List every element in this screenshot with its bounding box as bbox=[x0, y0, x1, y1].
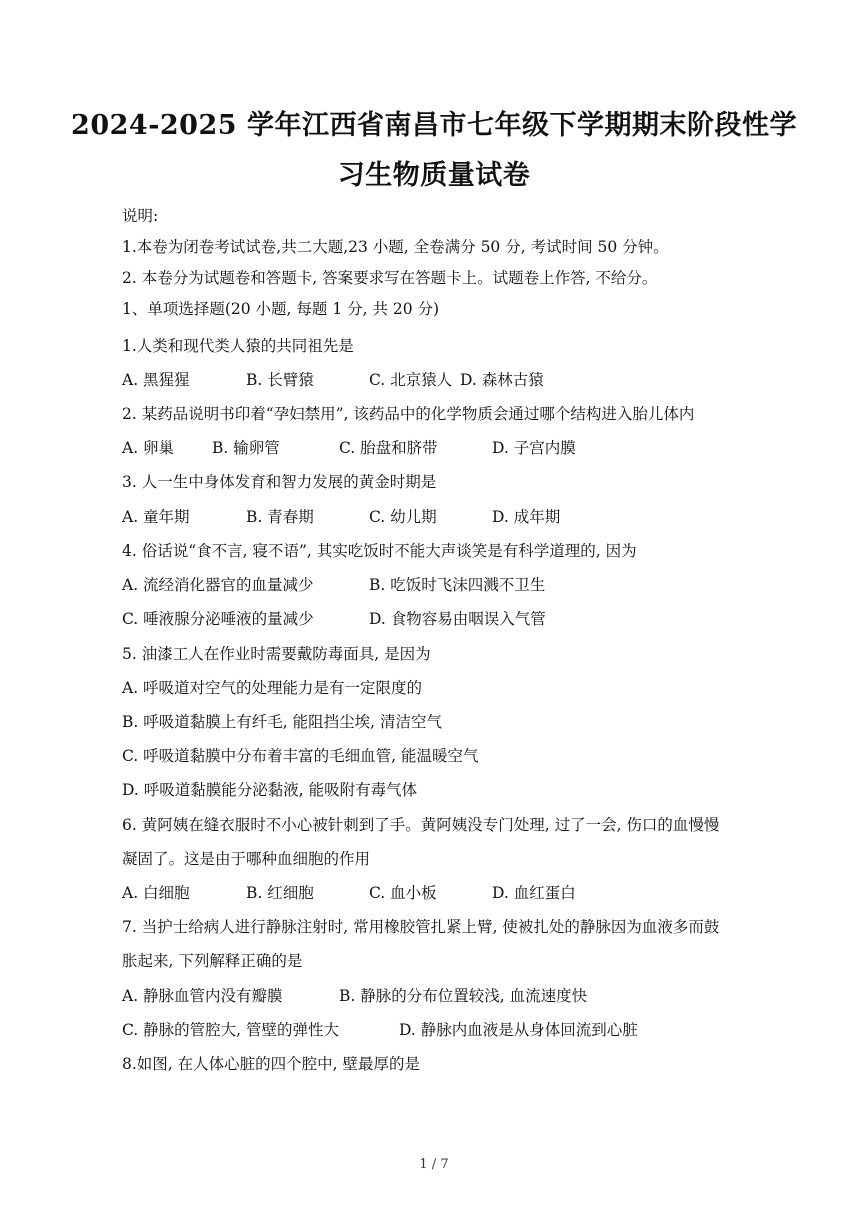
note-2: 2. 本卷分为试题卷和答题卡, 答案要求写在答题卡上。试题卷上作答, 不给分。 bbox=[122, 269, 658, 287]
question-3-option-a: A. 童年期 bbox=[122, 508, 190, 526]
question-1-option-c: C. 北京猿人 bbox=[369, 371, 453, 389]
question-5-option-d: D. 呼吸道黏膜能分泌黏液, 能吸附有毒气体 bbox=[122, 781, 418, 799]
question-4-option-c: C. 唾液腺分泌唾液的量减少 bbox=[122, 610, 314, 628]
question-1-stem: 1.人类和现代类人猿的共同祖先是 bbox=[122, 337, 354, 355]
question-5-option-a: A. 呼吸道对空气的处理能力是有一定限度的 bbox=[122, 679, 423, 697]
question-6-stem-line1: 6. 黄阿姨在缝衣服时不小心被针刺到了手。黄阿姨没专门处理, 过了一会, 伤口的血慢慢 bbox=[122, 816, 720, 834]
question-6-option-d: D. 血红蛋白 bbox=[492, 884, 576, 902]
question-7-stem-line2: 胀起来, 下列解释正确的是 bbox=[122, 952, 303, 970]
question-1-option-b: B. 长臂猿 bbox=[246, 371, 314, 389]
question-4-option-b: B. 吃饭时飞沫四溅不卫生 bbox=[369, 576, 546, 594]
note-1: 1.本卷为闭卷考试试卷,共二大题,23 小题, 全卷满分 50 分, 考试时间 50 分钟。 bbox=[122, 238, 669, 256]
question-3-option-c: C. 幼儿期 bbox=[369, 508, 437, 526]
question-2-option-c: C. 胎盘和脐带 bbox=[339, 439, 438, 457]
document-title-line2: 习生物质量试卷 bbox=[337, 160, 531, 191]
question-1-option-d: D. 森林古猿 bbox=[460, 371, 544, 389]
question-4-option-a: A. 流经消化器官的血量减少 bbox=[122, 576, 314, 594]
question-3-option-d: D. 成年期 bbox=[492, 508, 561, 526]
question-7-option-d: D. 静脉内血液是从身体回流到心脏 bbox=[399, 1021, 638, 1039]
note-label: 说明: bbox=[122, 207, 159, 225]
question-7-option-b: B. 静脉的分布位置较浅, 血流速度快 bbox=[339, 987, 588, 1005]
question-2-option-b: B. 输卵管 bbox=[212, 439, 280, 457]
question-7-option-c: C. 静脉的管腔大, 管壁的弹性大 bbox=[122, 1021, 340, 1039]
question-5-option-c: C. 呼吸道黏膜中分布着丰富的毛细血管, 能温暖空气 bbox=[122, 747, 479, 765]
question-2-option-d: D. 子宫内膜 bbox=[492, 439, 576, 457]
question-5-stem: 5. 油漆工人在作业时需要戴防毒面具, 是因为 bbox=[122, 645, 431, 663]
question-3-option-b: B. 青春期 bbox=[246, 508, 314, 526]
question-3-stem: 3. 人一生中身体发育和智力发展的黄金时期是 bbox=[122, 473, 437, 491]
document-title-line1: 2024-2025 学年江西省南昌市七年级下学期期末阶段性学 bbox=[71, 110, 797, 141]
question-7-stem-line1: 7. 当护士给病人进行静脉注射时, 常用橡胶管扎紧上臂, 使被扎处的静脉因为血液多而鼓 bbox=[122, 918, 720, 936]
page-number: 1 / 7 bbox=[419, 1157, 449, 1172]
question-6-option-a: A. 白细胞 bbox=[122, 884, 190, 902]
section-heading: 1、单项选择题(20 小题, 每题 1 分, 共 20 分) bbox=[122, 300, 440, 318]
question-6-option-c: C. 血小板 bbox=[369, 884, 437, 902]
question-2-stem: 2. 某药品说明书印着“孕妇禁用”, 该药品中的化学物质会通过哪个结构进入胎儿体内 bbox=[122, 405, 695, 423]
question-6-stem-line2: 凝固了。这是由于哪种血细胞的作用 bbox=[122, 850, 371, 868]
question-7-option-a: A. 静脉血管内没有瓣膜 bbox=[122, 987, 283, 1005]
question-8-stem: 8.如图, 在人体心脏的四个腔中, 壁最厚的是 bbox=[122, 1055, 420, 1073]
question-1-option-a: A. 黑猩猩 bbox=[122, 371, 190, 389]
question-2-option-a: A. 卵巢 bbox=[122, 439, 175, 457]
question-6-option-b: B. 红细胞 bbox=[246, 884, 314, 902]
question-4-stem: 4. 俗话说“食不言, 寝不语”, 其实吃饭时不能大声谈笑是有科学道理的, 因为 bbox=[122, 542, 637, 560]
question-5-option-b: B. 呼吸道黏膜上有纤毛, 能阻挡尘埃, 清洁空气 bbox=[122, 713, 442, 731]
question-4-option-d: D. 食物容易由咽误入气管 bbox=[369, 610, 546, 628]
